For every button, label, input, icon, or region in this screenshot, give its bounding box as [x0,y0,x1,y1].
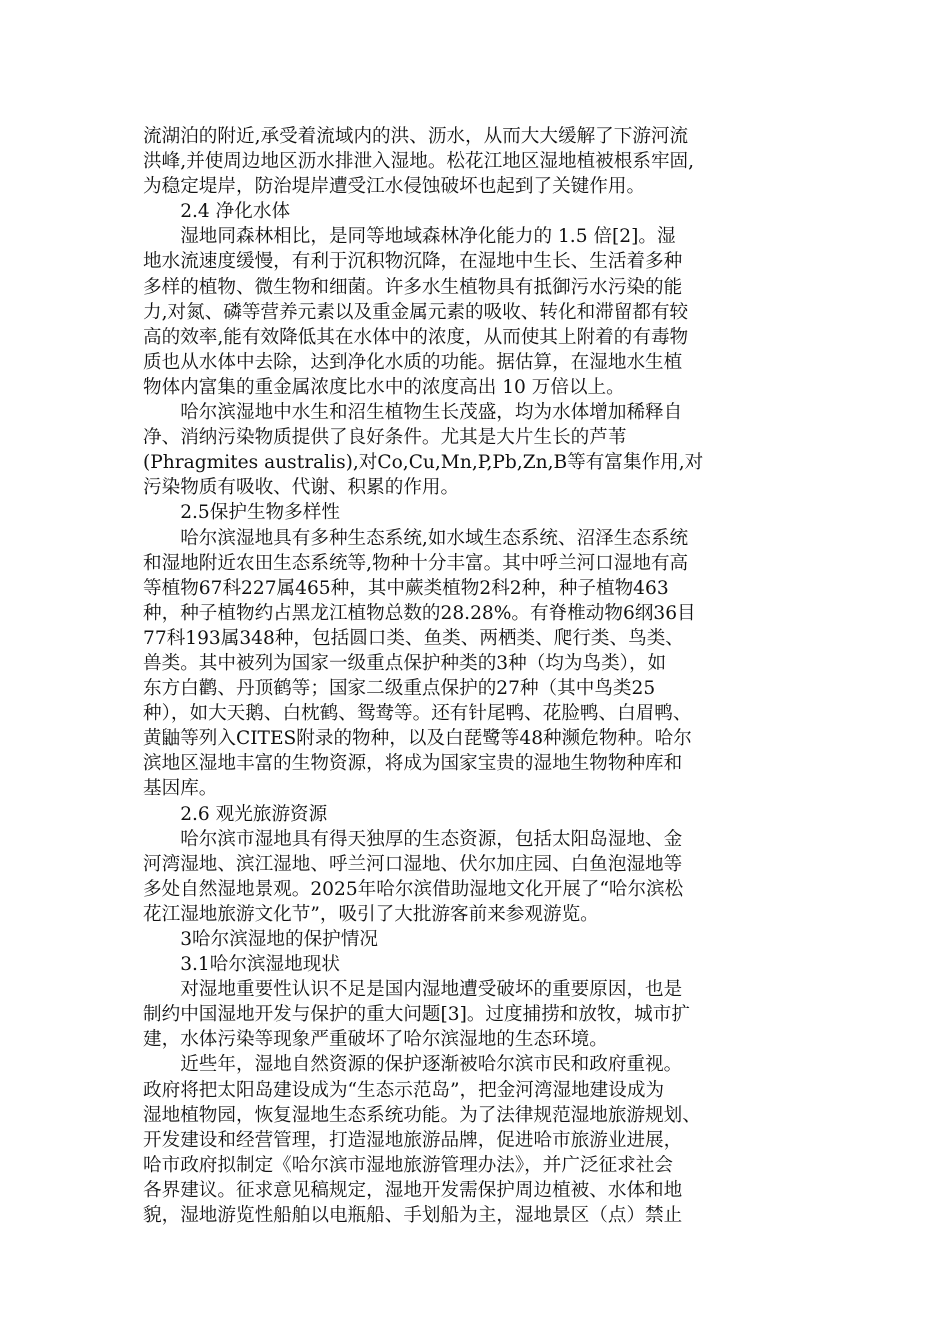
text-line: 东方白鹳、丹顶鹤等；国家二级重点保护的27种（其中鸟类25 [143,678,656,700]
text-line: 政府将把太阳岛建设成为“生态示范岛”，把金河湾湿地建设成为 [143,1079,665,1101]
text-line: 开发建设和经营管理，打造湿地旅游品牌，促进哈市旅游业进展， [143,1129,683,1151]
text-line: 种），如大天鹅、白枕鹤、鸳鸯等。还有针尾鸭、花脸鸭、白眉鸭、 [143,703,692,725]
text-line: 各界建议。征求意见稿规定，湿地开发需保护周边植被、水体和地 [143,1179,683,1201]
text-line: 哈尔滨湿地中水生和沼生植物生长茂盛，均为水体增加稀释自 [143,402,683,424]
section-heading: 3.1哈尔滨湿地现状 [143,954,340,976]
text-line: 多处自然湿地景观。2025年哈尔滨借助湿地文化开展了“哈尔滨松 [143,878,684,900]
text-line: 和湿地附近农田生态系统等,物种十分丰富。其中呼兰河口湿地有高 [143,552,689,574]
text-line: 高的效率,能有效降低其在水体中的浓度，从而使其上附着的有毒物 [143,326,689,348]
text-line: 兽类。其中被列为国家一级重点保护种类的3种（均为鸟类），如 [143,652,667,674]
text-line: 77科193属348种，包括圆口类、鱼类、两栖类、爬行类、鸟类、 [143,627,684,649]
text-line: 湿地同森林相比，是同等地域森林净化能力的 1.5 倍[2]。湿 [143,226,676,248]
text-line: 地水流速度缓慢，有利于沉积物沉降，在湿地中生长、生活着多种 [143,251,683,273]
text-line: 种，种子植物约占黑龙江植物总数的28.28%。有脊椎动物6纲36目 [143,602,696,624]
text-line: 洪峰,并使周边地区沥水排泄入湿地。松花江地区湿地植被根系牢固, [143,151,695,173]
text-line: 河湾湿地、滨江湿地、呼兰河口湿地、伏尔加庄园、白鱼泡湿地等 [143,853,683,875]
text-line: 等植物67科227属465种，其中蕨类植物2科2种，种子植物463 [143,577,669,599]
text-line: 黄鼬等列入CITES附录的物种，以及白琵鹭等48种濒危物种。哈尔 [143,728,692,750]
text-line: 制约中国湿地开发与保护的重大问题[3]。过度捕捞和放牧，城市扩 [143,1004,690,1026]
text-line: 力,对氮、磷等营养元素以及重金属元素的吸收、转化和滞留都有较 [143,301,689,323]
text-line: 花江湿地旅游文化节”，吸引了大批游客前来参观游览。 [143,903,599,925]
text-line: 对湿地重要性认识不足是国内湿地遭受破坏的重要原因，也是 [143,979,683,1001]
text-line: 湿地植物园，恢复湿地生态系统功能。为了法律规范湿地旅游规划、 [143,1104,701,1126]
text-line: 哈市政府拟制定《哈尔滨市湿地旅游管理办法》，并广泛征求社会 [143,1154,673,1176]
section-heading: 3哈尔滨湿地的保护情况 [143,929,378,950]
text-line: 貌，湿地游览性船舶以电瓶船、手划船为主，湿地景区（点）禁止 [143,1205,683,1227]
text-line: 净、消纳污染物质提供了良好条件。尤其是大片生长的芦苇 [143,427,627,449]
text-line: 哈尔滨湿地具有多种生态系统,如水域生态系统、沼泽生态系统 [143,527,689,549]
text-line: (Phragmites australis),对Co,Cu,Mn,P,Pb,Zn,B等有富集作用,对 [143,452,704,474]
text-line: 建，水体污染等现象严重破坏了哈尔滨湿地的生态环境。 [143,1029,608,1051]
text-line: 滨地区湿地丰富的生物资源，将成为国家宝贵的湿地生物物种库和 [143,753,683,775]
text-line: 为稳定堤岸，防治堤岸遭受江水侵蚀破坏也起到了关键作用。 [143,176,646,198]
document-page [143,124,803,1228]
text-line: 污染物质有吸收、代谢、积累的作用。 [143,477,460,499]
section-heading: 2.6 观光旅游资源 [143,803,328,825]
section-heading: 2.4 净化水体 [143,201,291,223]
text-line: 多样的植物、微生物和细菌。许多水生植物具有抵御污水污染的能 [143,276,683,298]
text-line: 哈尔滨市湿地具有得天独厚的生态资源，包括太阳岛湿地、金 [143,828,683,850]
section-heading: 2.5保护生物多样性 [143,502,340,524]
text-line: 基因库。 [143,778,218,800]
text-line: 近些年，湿地自然资源的保护逐渐被哈尔滨市民和政府重视。 [143,1054,683,1076]
text-line: 流湖泊的附近,承受着流域内的洪、沥水，从而大大缓解了下游河流 [143,126,689,147]
text-line: 物体内富集的重金属浓度比水中的浓度高出 10 万倍以上。 [143,376,625,398]
text-line: 质也从水体中去除，达到净化水质的功能。据估算，在湿地水生植 [143,351,683,373]
